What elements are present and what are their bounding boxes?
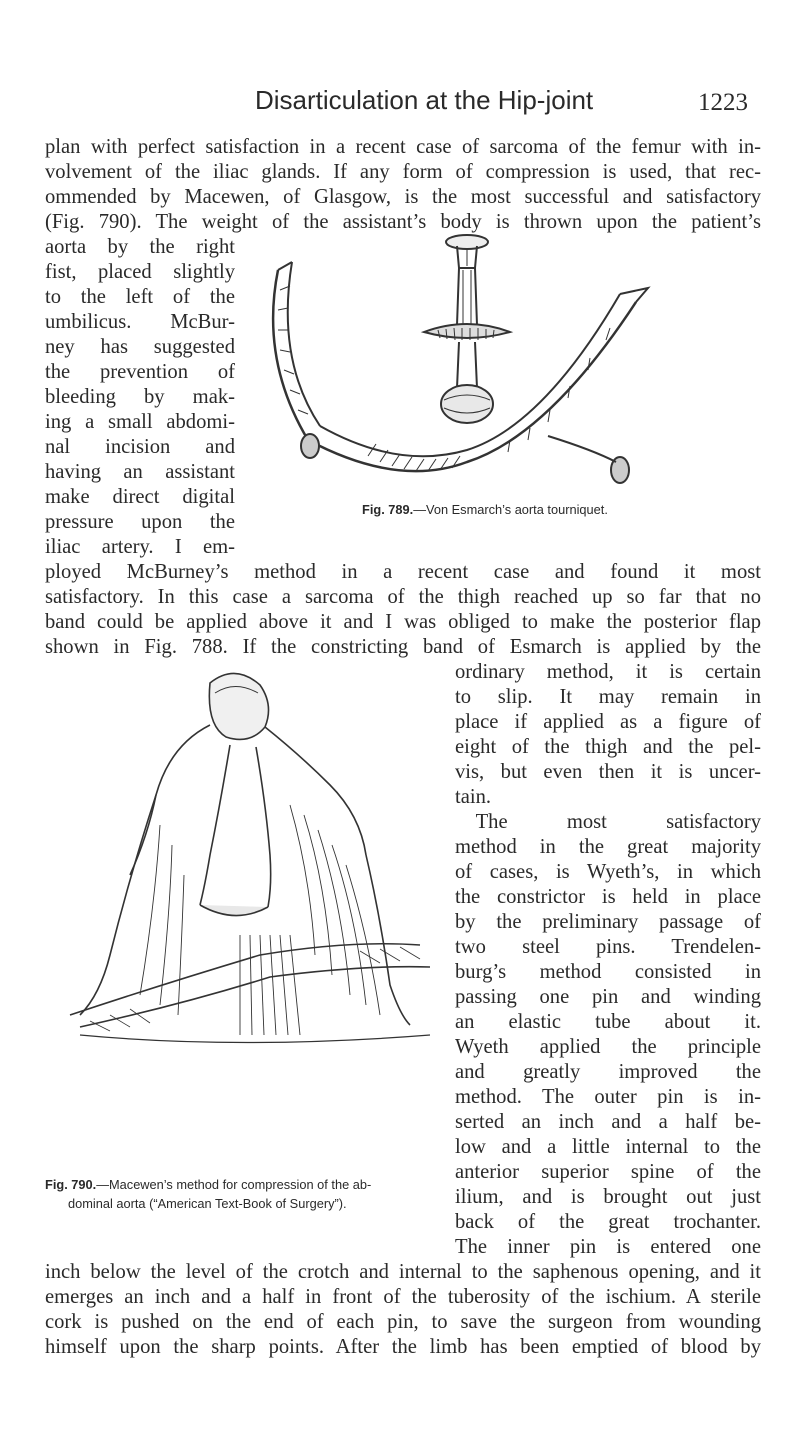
text-line: place if applied as a figure of	[455, 711, 761, 733]
page-header	[0, 85, 800, 125]
text-line: ney has suggested	[45, 336, 235, 358]
figure-caption	[45, 1177, 371, 1193]
text-line: shown in Fig. 788. If the constricting band of Esmarch is applied by the	[45, 636, 761, 658]
text-line: ilium, and is brought out just	[455, 1186, 761, 1208]
text-line: low and a little internal to the	[455, 1136, 761, 1158]
aorta-tourniquet-illustration-icon	[248, 230, 668, 512]
text-line: serted an inch and a half be-	[455, 1111, 761, 1133]
figure-label: Fig. 790.	[45, 1177, 97, 1192]
text-line: ordinary method, it is certain	[455, 661, 761, 683]
text-line: of cases, is Wyeth’s, in which	[455, 861, 761, 883]
text-line: iliac artery. I em-	[45, 536, 235, 558]
text-line: the prevention of	[45, 361, 235, 383]
text-line: make direct digital	[45, 486, 235, 508]
text-line: by the preliminary passage of	[455, 911, 761, 933]
text-line: ing a small abdomi-	[45, 411, 235, 433]
text-line: eight of the thigh and the pel-	[455, 736, 761, 758]
text-line: burg’s method consisted in	[455, 961, 761, 983]
text-line: The inner pin is entered one	[455, 1236, 761, 1258]
text-line: The most satisfactory	[455, 811, 761, 833]
text-line: having an assistant	[45, 461, 235, 483]
text-line: an elastic tube about it.	[455, 1011, 761, 1033]
text-line: and greatly improved the	[455, 1061, 761, 1083]
text-line: to the left of the	[45, 286, 235, 308]
page-number: 1223	[698, 89, 748, 116]
text-line: band could be applied above it and I was obliged to make the posterior flap	[45, 611, 761, 633]
text-line: two steel pins. Trendelen-	[455, 936, 761, 958]
text-line: pressure upon the	[45, 511, 235, 533]
text-line: volvement of the iliac glands. If any form of compression is used, that rec-	[45, 161, 761, 183]
text-line: satisfactory. In this case a sarcoma of the thigh reached up so far that no	[45, 586, 761, 608]
figure-caption-text: —Von Esmarch’s aorta tourniquet.	[413, 502, 608, 517]
text-line: nal incision and	[45, 436, 235, 458]
text-line: passing one pin and winding	[455, 986, 761, 1008]
aorta-compression-illustration-icon	[60, 655, 440, 1050]
text-line: method. The outer pin is in-	[455, 1086, 761, 1108]
text-line: umbilicus. McBur-	[45, 311, 235, 333]
text-line: plan with perfect satisfaction in a recent case of sarcoma of the femur with in-	[45, 136, 761, 158]
text-line: ployed McBurney’s method in a recent case and found it most	[45, 561, 761, 583]
text-line: back of the great trochanter.	[455, 1211, 761, 1233]
text-line: tain.	[455, 786, 492, 808]
text-line: anterior superior spine of the	[455, 1161, 761, 1183]
text-line: vis, but even then it is uncer-	[455, 761, 761, 783]
text-line: cork is pushed on the end of each pin, to save the surgeon from wounding	[45, 1311, 761, 1333]
text-line: bleeding by mak-	[45, 386, 235, 408]
text-line: fist, placed slightly	[45, 261, 235, 283]
figure-label: Fig. 789.	[362, 502, 414, 517]
text-line: himself upon the sharp points. After the limb has been emptied of blood by	[45, 1336, 761, 1358]
text-line: method in the great majority	[455, 836, 761, 858]
text-line: Wyeth applied the principle	[455, 1036, 761, 1058]
figure-caption-text: —Macewen’s method for compression of the ab-	[96, 1177, 372, 1192]
text-line: to slip. It may remain in	[455, 686, 761, 708]
running-title: Disarticulation at the Hip-joint	[255, 85, 594, 115]
text-line: the constrictor is held in place	[455, 886, 761, 908]
text-line: ommended by Macewen, of Glasgow, is the most successful and satisfactory	[45, 186, 761, 208]
text-line: aorta by the right	[45, 236, 235, 258]
text-line: emerges an inch and a half in front of the tuberosity of the ischium. A sterile	[45, 1286, 761, 1308]
text-line: inch below the level of the crotch and internal to the saphenous opening, and it	[45, 1261, 761, 1283]
figure-caption-line: dominal aorta (“American Text-Book of Surgery”).	[68, 1196, 347, 1211]
text-line: (Fig. 790). The weight of the assistant’s body is thrown upon the patient’s	[45, 211, 761, 233]
figure-caption	[362, 502, 608, 518]
